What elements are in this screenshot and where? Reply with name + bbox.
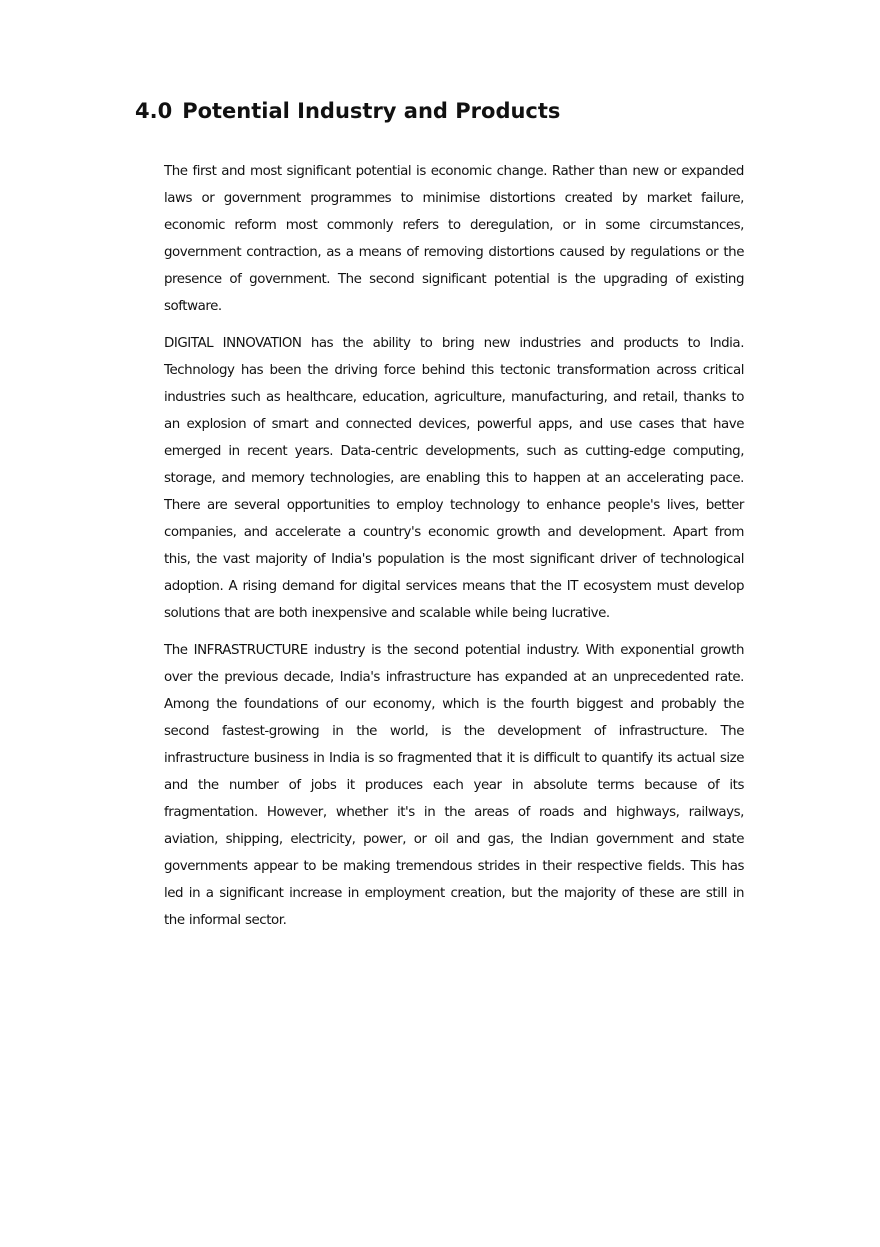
paragraph-infrastructure: The INFRASTRUCTURE industry is the second potential industry. With exponential growth over the previous decade, India's infrastructure has expanded at an unprecedented rate. Among the foundations of our economy, which is the fourth biggest and probably the second fastest-growing in the world, is the development of infrastructure. The infrastructure business in India is so fragmented that it is difficult to quantify its actual size and the number of jobs it produces each year in absolute terms because of its fragmentation. However, whether it's in the areas of roads and highways, railways, aviation, shipping, electricity, power, or oil and gas, the Indian government and state governments appear to be making tremendous strides in their respective fields. This has led in a significant increase in employment creation, but the majority of these are still in the informal sector.	[164, 643, 744, 928]
section-body	[164, 158, 744, 944]
section-number: 4.0	[135, 99, 173, 123]
section-title: Potential Industry and Products	[182, 99, 561, 123]
section-heading	[135, 96, 560, 126]
paragraph-digital-innovation: DIGITAL INNOVATION has the ability to bring new industries and products to India. Technology has been the driving force behind this tectonic transformation across critical industries such as healthcare, education, agriculture, manufacturing, and retail, thanks to an explosion of smart and connected devices, powerful apps, and use cases that have emerged in recent years. Data-centric developments, such as cutting-edge computing, storage, and memory technologies, are enabling this to happen at an accelerating pace. There are several opportunities to employ technology to enhance people's lives, better companies, and accelerate a country's economic growth and development. Apart from this, the vast majority of India's population is the most significant driver of technological adoption. A rising demand for digital services means that the IT ecosystem must develop solutions that are both inexpensive and scalable while being lucrative.	[164, 336, 744, 621]
paragraph-economic-change: The first and most significant potential is economic change. Rather than new or expanded laws or government programmes to minimise distortions created by market failure, economic reform most commonly refers to deregulation, or in some circumstances, government contraction, as a means of removing distortions caused by regulations or the presence of government. The second significant potential is the upgrading of existing software.	[164, 164, 744, 314]
